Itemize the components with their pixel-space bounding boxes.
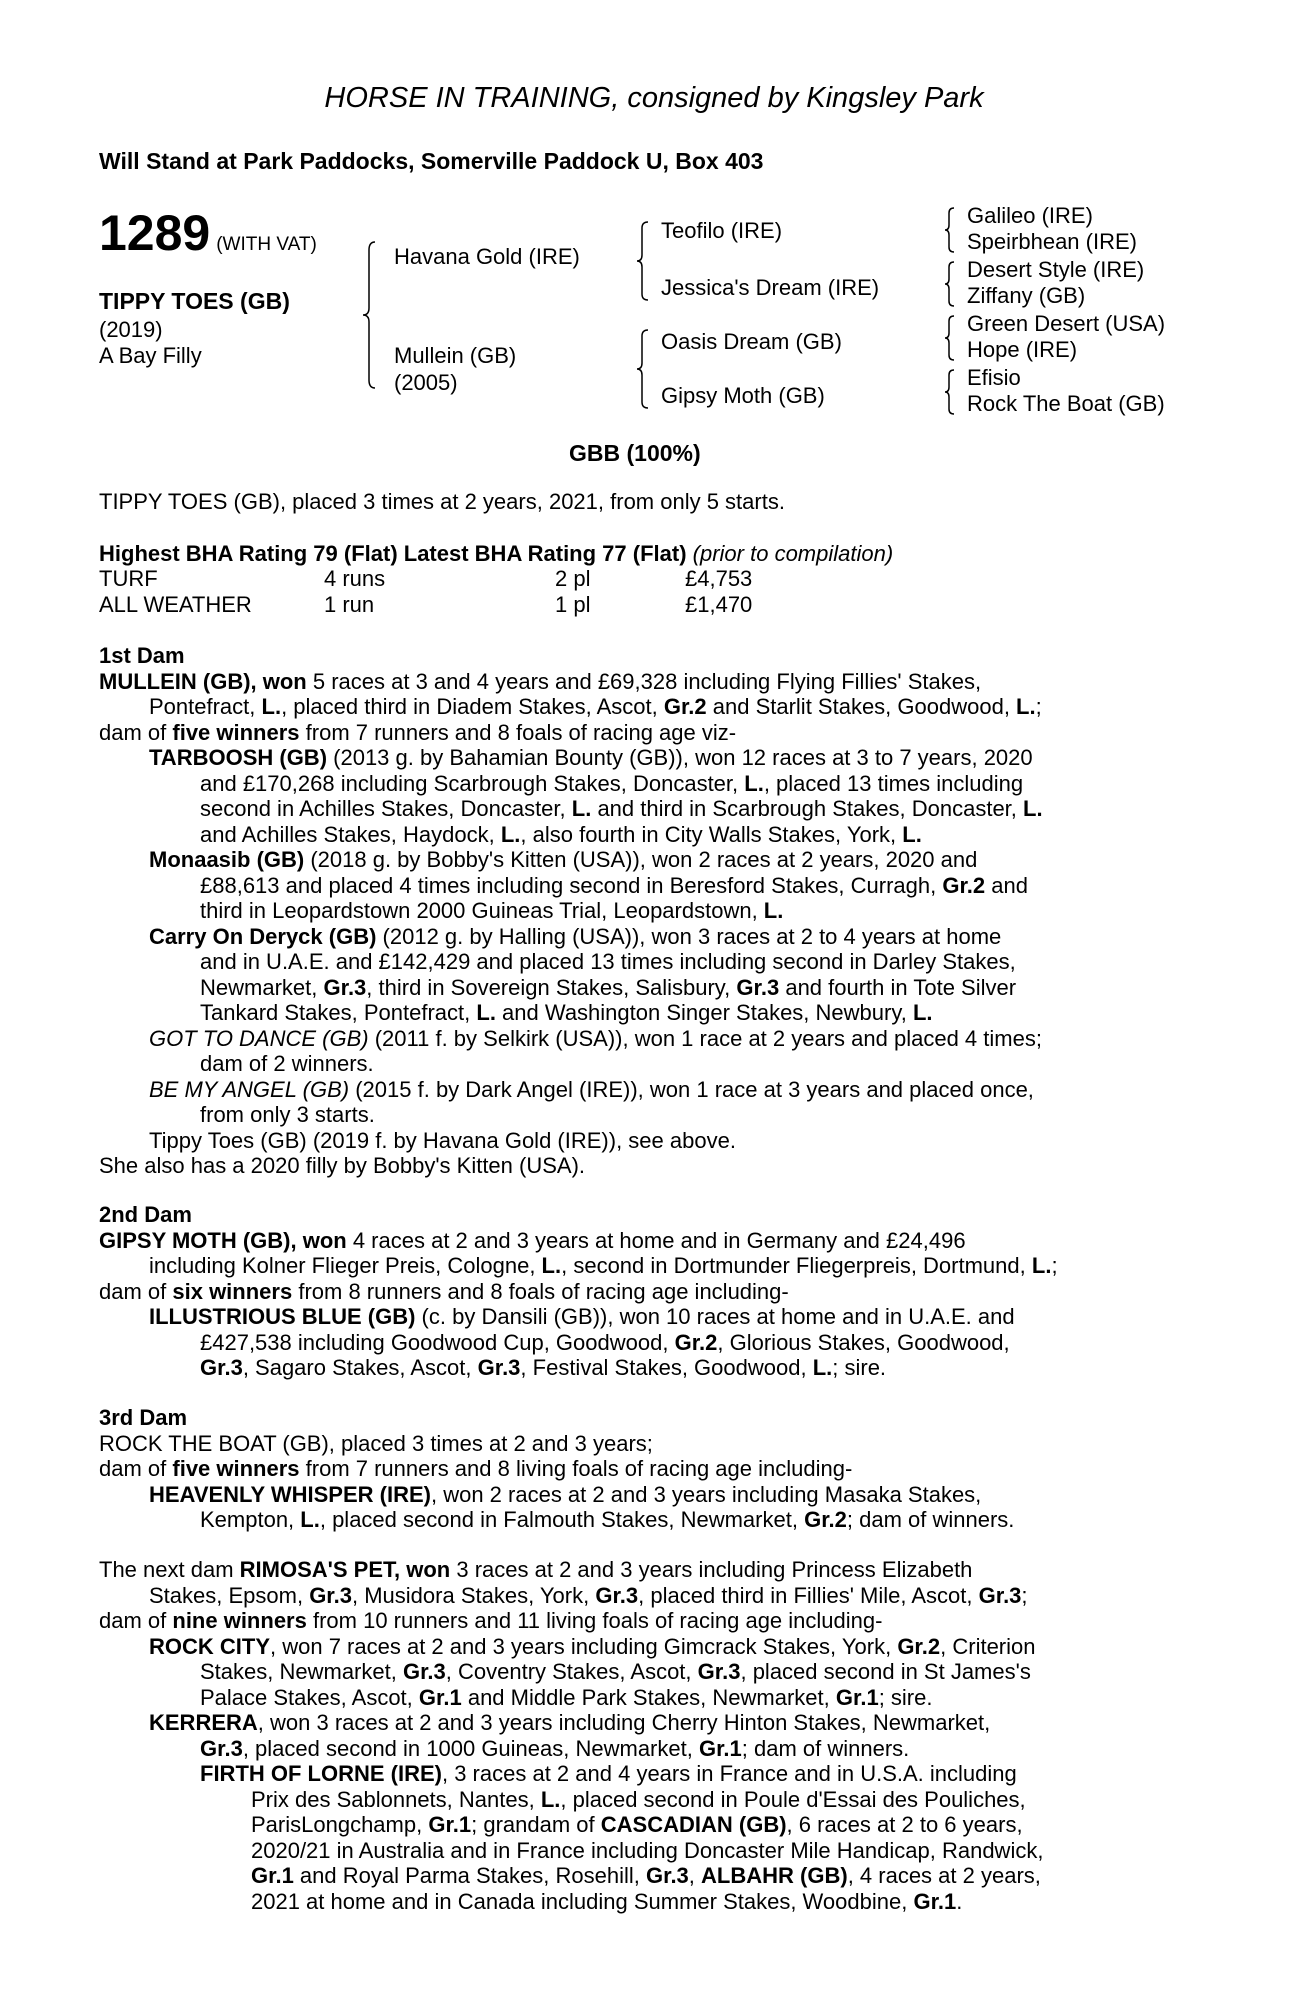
list-item: ROCK CITY, won 7 races at 2 and 3 years including Gimcrack Stakes, York, Gr.2, Criterion	[149, 1633, 1036, 1659]
pedigree-brace	[635, 328, 651, 410]
list-item: HEAVENLY WHISPER (IRE), won 2 races at 2 and 3 years including Masaka Stakes,	[149, 1481, 982, 1507]
table-row: TURF 4 runs 2 pl £4,753	[99, 566, 753, 591]
list-item: ILLUSTRIOUS BLUE (GB) (c. by Dansili (GB)), won 10 races at home and in U.A.E. and	[149, 1304, 1015, 1329]
stand-location: Will Stand at Park Paddocks, Somerville Paddock U, Box 403	[99, 148, 764, 174]
list-item: Monaasib (GB) (2018 g. by Bobby's Kitten (USA)), won 2 races at 2 years, 2020 and	[149, 847, 978, 872]
pedigree-brace	[943, 368, 957, 416]
third-dam-section: 3rd Dam ROCK THE BOAT (GB), placed 3 times at 2 and 3 years; dam of five winners from 7 runners and 8 living foals of racing age including- HEAVENLY WHISPER (IRE), won 2 races at 2 and 3 years including Masaka Stakes, Kempton, L., placed second in Falmouth Stakes, Newmarket, Gr.2; dam of winners.	[99, 1405, 1209, 1533]
lot-number: 1289	[99, 205, 211, 261]
list-item: GOT TO DANCE (GB) (2011 f. by Selkirk (USA)), won 1 race at 2 years and placed 4 times;	[149, 1025, 1042, 1051]
vat-label: (WITH VAT)	[216, 234, 317, 255]
section-heading: 3rd Dam	[99, 1405, 188, 1430]
pedigree-block	[99, 200, 1209, 440]
section-heading: 1st Dam	[99, 643, 185, 668]
pedigree-ggp-8: Rock The Boat (GB)	[967, 391, 1165, 416]
pedigree-brace	[943, 260, 957, 308]
rating-text: Highest BHA Rating 79 (Flat) Latest BHA Rating 77 (Flat)	[99, 541, 687, 566]
pedigree-ggp-7: Efisio	[967, 365, 1021, 390]
second-dam-section: 2nd Dam GIPSY MOTH (GB), won 4 races at 2 and 3 years at home and in Germany and £24,496 including Kolner Flieger Preis, Cologne, L., second in Dortmunder Fliegerpreis, Dortmund, L.; dam of six winners from 8 runners and 8 foals of racing age including- ILLUSTRIOUS BLUE (GB) (c. by Dansili (GB)), won 10 races at home and in U.A.E. and £427,538 including Goodwood Cup, Goodwood, Gr.2, Glorious Stakes, Goodwood, Gr.3, Sagaro Stakes, Ascot, Gr.3, Festival Stakes, Goodwood, L.; sire.	[99, 1202, 1209, 1381]
breeding-code: GBB (100%)	[569, 440, 701, 466]
table-row: ALL WEATHER 1 run 1 pl £1,470	[99, 591, 753, 617]
pedigree-sire-sire: Teofilo (IRE)	[661, 218, 783, 243]
horse-description: A Bay Filly	[99, 343, 202, 368]
pedigree-brace	[635, 220, 651, 302]
rating-note: (prior to compilation)	[692, 541, 894, 566]
horse-name: TIPPY TOES (GB)	[99, 288, 290, 314]
pedigree-brace	[943, 314, 957, 362]
race-summary: TIPPY TOES (GB), placed 3 times at 2 years, 2021, from only 5 starts.	[99, 489, 785, 514]
pedigree-ggp-1: Galileo (IRE)	[967, 203, 1093, 228]
rating-line	[99, 541, 1209, 567]
pedigree-sire-dam: Jessica's Dream (IRE)	[661, 275, 880, 300]
pedigree-ggp-5: Green Desert (USA)	[967, 311, 1166, 336]
first-dam-produce: TARBOOSH (GB) (2013 g. by Bahamian Bounty (GB)), won 12 races at 3 to 7 years, 2020 and £170,268 including Scarbrough Stakes, Doncaster, L., placed 13 times including second in Achilles Stakes, Doncaster, L. and third in Scarbrough Stakes, Doncaster, L. and Achilles Stakes, Haydock, L., also fourth in City Walls Stakes, York, L. Monaasib (GB) (2018 g. by Bobby's Kitten (USA)), won 2 races at 2 years, 2020 and £88,613 and placed 4 times including second in Beresford Stakes, Curragh, Gr.2 and third in Leopardstown 2000 Guineas Trial, Leopardstown, L. Carry On Deryck (GB) (2012 g. by Halling (USA)), won 3 races at 2 to 4 years at home and in U.A.E. and £142,429 and placed 13 times including second in Darley Stakes, Newmarket, Gr.3, third in Sovereign Stakes, Salisbury, Gr.3 and fourth in Tote Silver Tankard Stakes, Pontefract, L. and Washington Singer Stakes, Newbury, L. GOT TO DANCE (GB) (2011 f. by Selkirk (USA)), won 1 race at 2 years and placed 4 times; dam of 2 winners. BE MY ANGEL (GB) (2015 f. by Dark Angel (IRE)), won 1 race at 3 years and placed once, from only 3 starts. Tippy Toes (GB) (2019 f. by Havana Gold (IRE)), see above. She also has a 2020 filly by Bobby's Kitten (USA).	[99, 745, 1209, 1179]
pedigree-dam-dam: Gipsy Moth (GB)	[661, 383, 825, 408]
horse-year: (2019)	[99, 317, 163, 342]
pedigree-dam-year: (2005)	[394, 370, 458, 395]
section-heading: 2nd Dam	[99, 1202, 192, 1227]
lot-header	[99, 204, 317, 262]
pedigree-ggp-2: Speirbhean (IRE)	[967, 229, 1137, 254]
fourth-dam-section: The next dam RIMOSA'S PET, won 3 races at 2 and 3 years including Princess Elizabeth Stakes, Epsom, Gr.3, Musidora Stakes, York, Gr.3, placed third in Fillies' Mile, Ascot, Gr.3; dam of nine winners from 10 runners and 11 living foals of racing age including- ROCK CITY, won 7 races at 2 and 3 years including Gimcrack Stakes, York, Gr.2, Criterion Stakes, Newmarket, Gr.3, Coventry Stakes, Ascot, Gr.3, placed second in St James's Palace Stakes, Ascot, Gr.1 and Middle Park Stakes, Newmarket, Gr.1; sire. KERRERA, won 3 races at 2 and 3 years including Cherry Hinton Stakes, Newmarket, Gr.3, placed second in 1000 Guineas, Newmarket, Gr.1; dam of winners. FIRTH OF LORNE (IRE), 3 races at 2 and 4 years in France and in U.S.A. including Prix des Sablonnets, Nantes, L., placed second in Poule d'Essai des Pouliches, ParisLongchamp, Gr.1; grandam of CASCADIAN (GB), 6 races at 2 to 6 years, 2020/21 in Australia and in France including Doncaster Mile Handicap, Randwick, Gr.1 and Royal Parma Stakes, Rosehill, Gr.3, ALBAHR (GB), 4 races at 2 years, 2021 at home and in Canada including Summer Stakes, Woodbine, Gr.1.	[99, 1557, 1209, 1914]
pedigree-ggp-4: Ziffany (GB)	[967, 283, 1086, 308]
pedigree-dam-sire: Oasis Dream (GB)	[661, 329, 842, 354]
page-title: HORSE IN TRAINING, consigned by Kingsley Park	[324, 82, 984, 114]
list-item: FIRTH OF LORNE (IRE), 3 races at 2 and 4 years in France and in U.S.A. including	[200, 1761, 1017, 1786]
runs-table	[99, 566, 899, 617]
list-item: Tippy Toes (GB) (2019 f. by Havana Gold (IRE)), see above.	[149, 1127, 736, 1153]
pedigree-dam: Mullein (GB)	[394, 343, 517, 368]
pedigree-brace	[361, 240, 379, 390]
pedigree-brace	[943, 206, 957, 254]
pedigree-ggp-3: Desert Style (IRE)	[967, 257, 1145, 282]
pedigree-ggp-6: Hope (IRE)	[967, 337, 1078, 362]
list-item: KERRERA, won 3 races at 2 and 3 years including Cherry Hinton Stakes, Newmarket,	[149, 1710, 991, 1735]
first-dam-section: 1st Dam MULLEIN (GB), won 5 races at 3 and 4 years and £69,328 including Flying Fillies' Stakes, Pontefract, L., placed third in Diadem Stakes, Ascot, Gr.2 and Starlit Stakes, Goodwood, L.; dam of five winners from 7 runners and 8 foals of racing age viz-	[99, 643, 1209, 745]
list-item: Carry On Deryck (GB) (2012 g. by Halling (USA)), won 3 races at 2 to 4 years at home	[149, 923, 1002, 949]
list-item: BE MY ANGEL (GB) (2015 f. by Dark Angel (IRE)), won 1 race at 3 years and placed once,	[149, 1076, 1034, 1102]
pedigree-sire: Havana Gold (IRE)	[394, 244, 580, 269]
list-item: TARBOOSH (GB) (2013 g. by Bahamian Bounty (GB)), won 12 races at 3 to 7 years, 2020	[149, 745, 1033, 770]
